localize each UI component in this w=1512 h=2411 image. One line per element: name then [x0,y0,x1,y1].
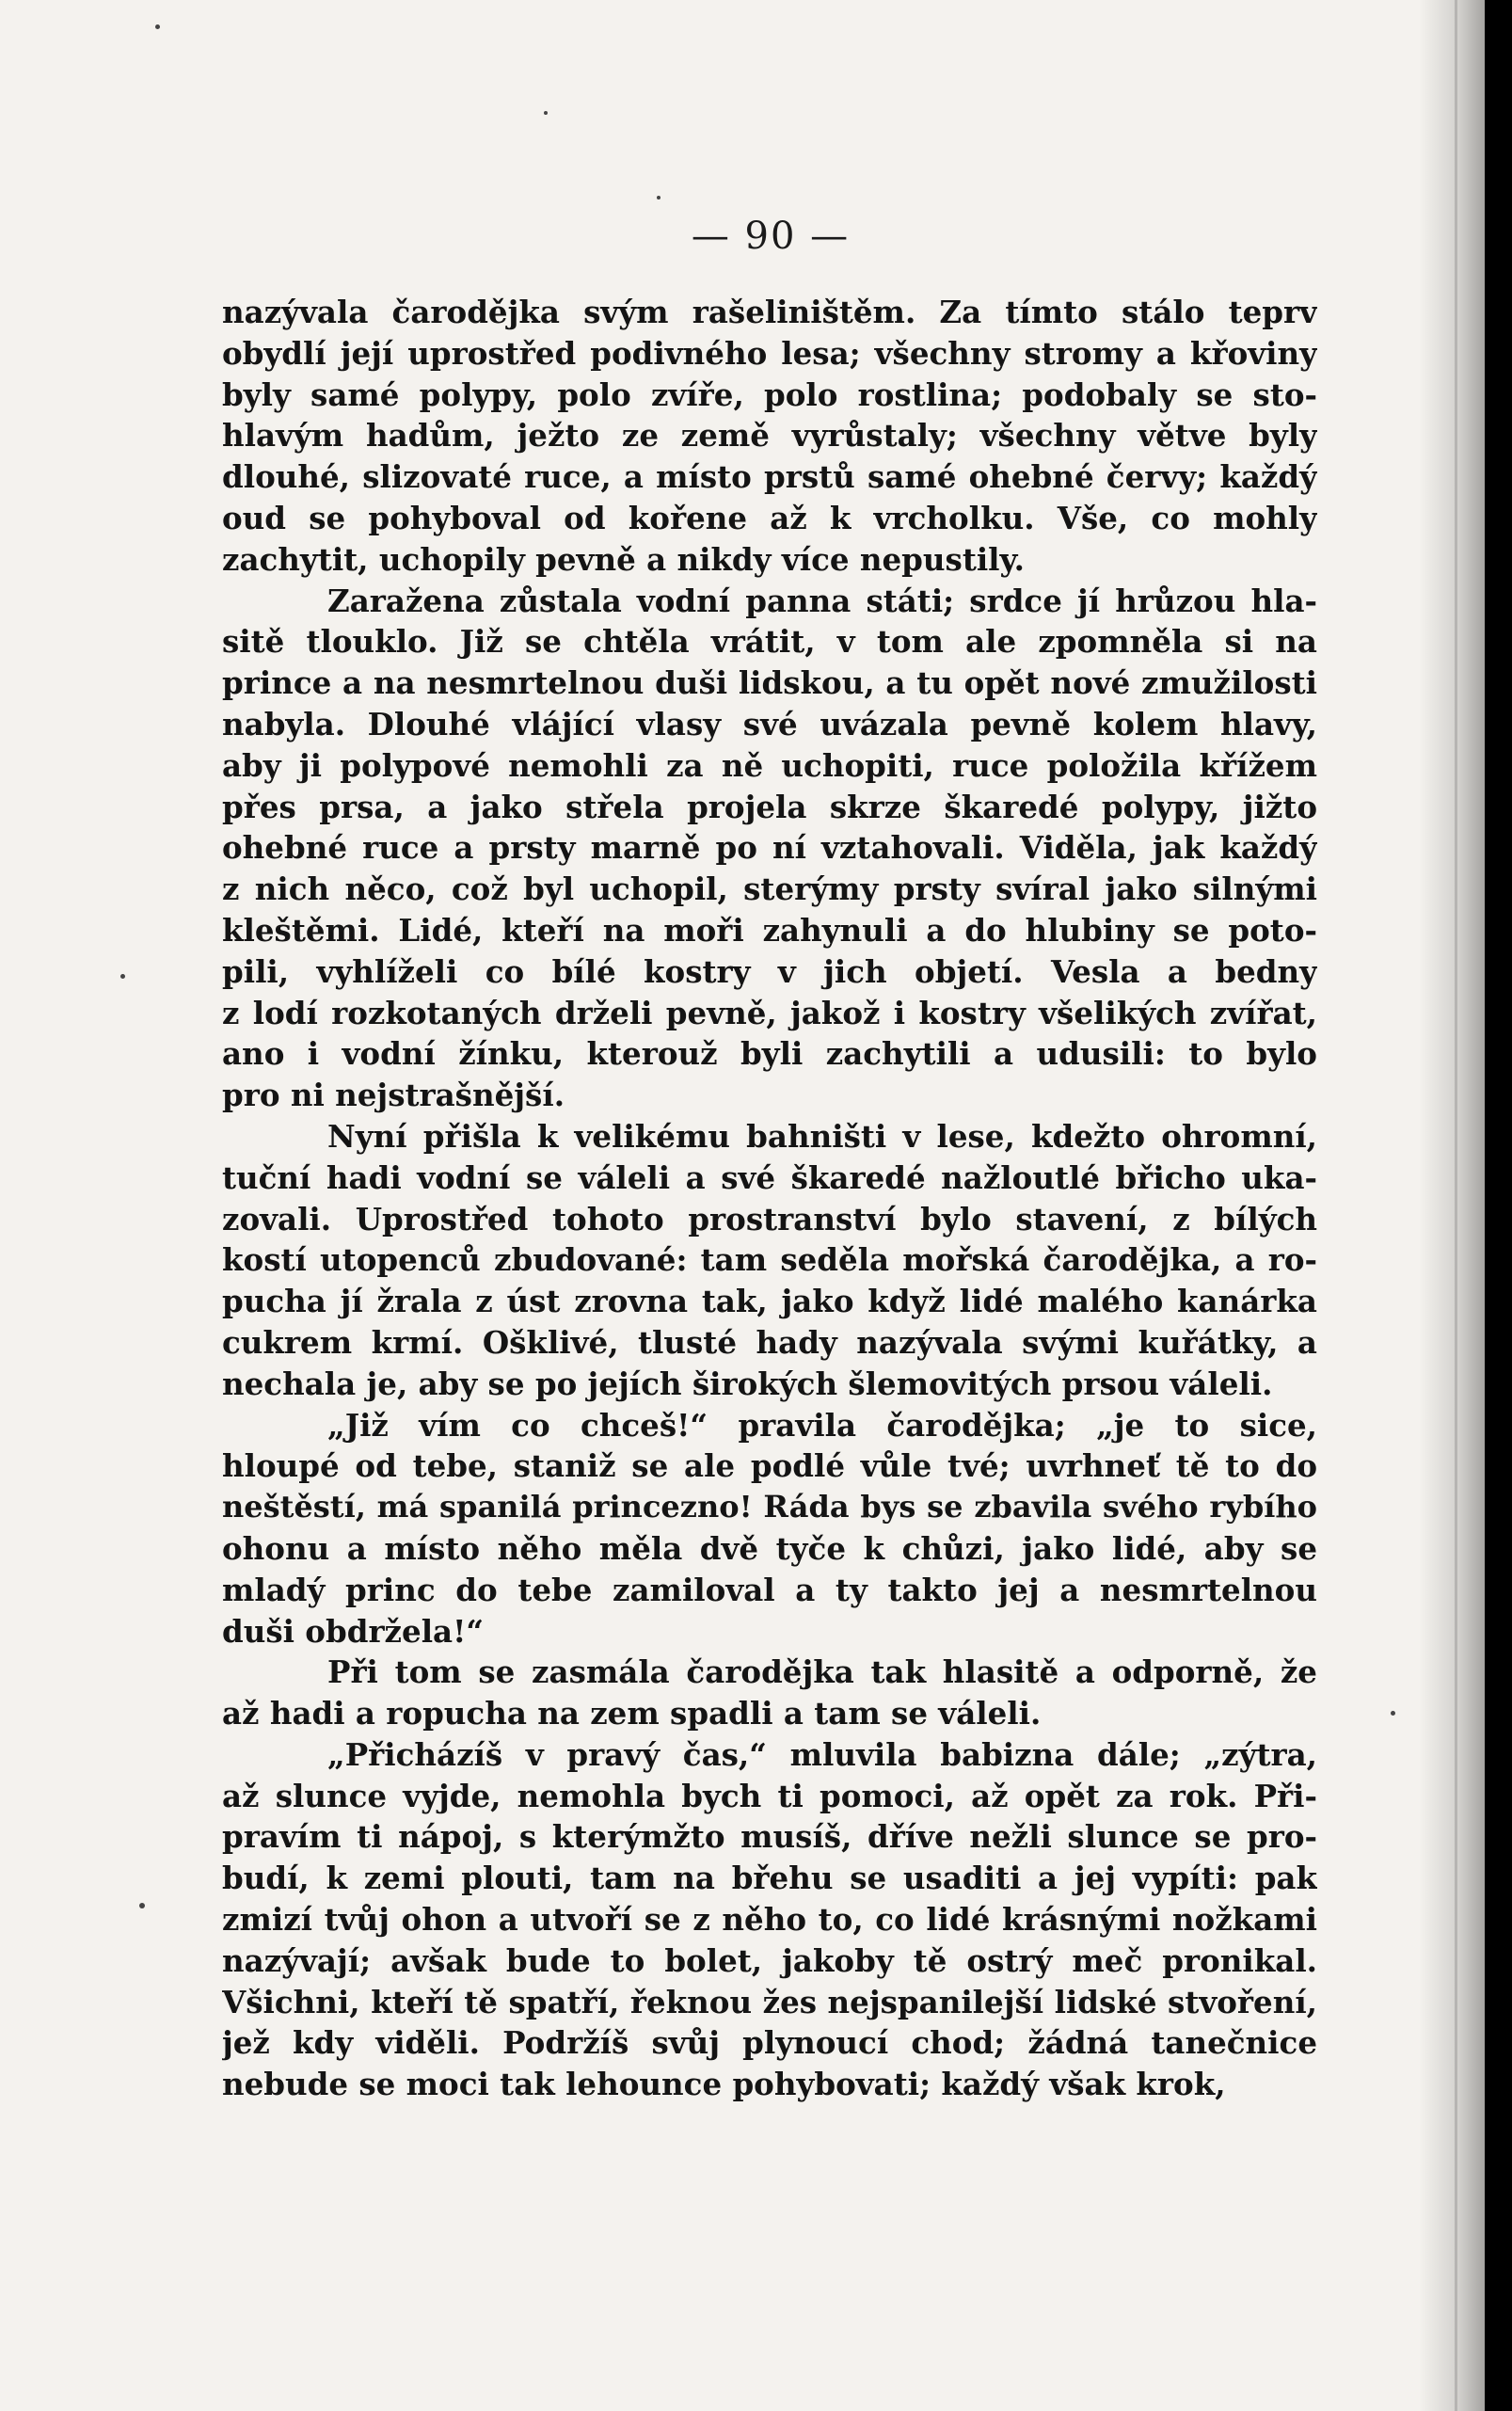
text-line: prince a na nesmrtelnou duši lidskou, a tu opět nové zmužilosti [222,664,1317,702]
text-line: zachytit, uchopily pevně a nikdy více nepustily. [222,540,1025,578]
text-line: hloupé od tebe, staniž se ale podlé vůle tvé; uvrhneť tě to do [222,1447,1317,1485]
scan-speck [139,1903,145,1908]
text-line: Zaražena zůstala vodní panna státi; srdce jí hrůzou hla- [327,582,1317,619]
text-line: duši obdržela!“ [222,1612,485,1650]
text-line: Při tom se zasmála čarodějka tak hlasitě a odporně, že [327,1653,1317,1691]
body-text [222,292,1317,2105]
text-line: pucha jí žrala z úst zrovna tak, jako když lidé malého kanárka [222,1283,1317,1320]
text-line: z lodí rozkotaných drželi pevně, jakož i kostry všelikých zvířat, [222,994,1317,1031]
text-line: jež kdy viděli. Podržíš svůj plynoucí chod; žádná tanečnice [222,2024,1317,2062]
text-line: mladý princ do tebe zamiloval a ty takto jej a nesmrtelnou [222,1571,1317,1608]
text-line: zovali. Uprostřed tohoto prostranství bylo stavení, z bílých [222,1200,1317,1237]
text-line: nebude se moci tak lehounce pohybovati; každý však krok, [222,2066,1226,2103]
paragraph [222,581,1317,1116]
page-number: — 90 — [691,215,851,258]
text-line: pravím ti nápoj, s kterýmžto musíš, dříve nežli slunce se pro- [222,1818,1317,1856]
paragraph [222,292,1317,581]
text-line: aby ji polypové nemohli za ně uchopiti, ruce položila křížem [222,746,1317,784]
scan-speck [155,24,160,29]
scan-speck [657,196,661,200]
text-line: hlavým hadům, ježto ze země vyrůstaly; všechny větve byly [222,417,1317,455]
text-line: ano i vodní žínku, kterouž byli zachytili a udusili: to bylo [222,1035,1317,1073]
text-line: obydlí její uprostřed podivného lesa; všechny stromy a křoviny [222,334,1317,372]
text-line: sitě tlouklo. Již se chtěla vrátit, v tom ale zpomněla si na [222,623,1317,661]
scan-speck [544,111,548,115]
text-line: cukrem krmí. Ošklivé, tlusté hady nazývala svými kuřátky, a [222,1323,1317,1361]
text-line: byly samé polypy, polo zvíře, polo rostlina; podobaly se sto- [222,375,1317,413]
paragraph [222,1734,1317,2105]
text-line: kleštěmi. Lidé, kteří na moři zahynuli a do hlubiny se poto- [222,911,1317,949]
text-line: Nyní přišla k velikému bahništi v lese, kdežto ohromní, [327,1117,1317,1155]
text-line: ohebné ruce a prsty marně po ní vztahovali. Viděla, jak každý [222,829,1317,867]
text-line: neštěstí, má spanilá princezno! Ráda bys se zbavila svého rybího [222,1489,1317,1525]
text-line: přes prsa, a jako střela projela skrze škaredé polypy, jižto [222,788,1317,825]
text-line: „Již vím co chceš!“ pravila čarodějka; „je to sice, [327,1406,1317,1444]
text-line: Všichni, kteří tě spatří, řeknou žes nejspanilejší lidské stvoření, [222,1983,1317,2020]
text-line: pili, vyhlíželi co bílé kostry v jich objetí. Vesla a bedny [222,952,1317,990]
paragraph [222,1116,1317,1405]
text-line: až hadi a ropucha na zem spadli a tam se váleli. [222,1695,1042,1732]
scan-speck [120,974,125,979]
text-line: zmizí tvůj ohon a utvoří se z něho to, co lidé krásnými nožkami [222,1901,1317,1939]
text-line: nabyla. Dlouhé vlájící vlasy své uvázala pevně kolem hlavy, [222,705,1317,742]
paragraph [222,1405,1317,1653]
scan-speck [1391,1711,1395,1716]
text-line: z nich něco, což byl uchopil, sterýmy prsty svíral jako silnými [222,870,1317,908]
text-line: nazývají; avšak bude to bolet, jakoby tě ostrý meč pronikal. [222,1941,1317,1979]
text-line: nechala je, aby se po jejích širokých šlemovitých prsou váleli. [222,1365,1273,1402]
text-line: kostí utopenců zbudované: tam seděla mořská čarodějka, a ro- [222,1241,1317,1279]
text-line: oud se pohyboval od kořene až k vrcholku. Vše, co mohly [222,499,1317,536]
paragraph [222,1652,1317,1734]
text-line: až slunce vyjde, nemohla bych ti pomoci, až opět za rok. Při- [222,1777,1317,1814]
text-line: dlouhé, slizovaté ruce, a místo prstů samé ohebné červy; každý [222,458,1317,496]
page-edge-shadow [1419,0,1485,2411]
text-line: nazývala čarodějka svým rašeliništěm. Za tímto stálo teprv [222,294,1317,330]
text-line: tuční hadi vodní se váleli a své škaredé nažloutlé břicho uka- [222,1158,1317,1196]
text-line: „Přicházíš v pravý čas,“ mluvila babizna dále; „zýtra, [327,1735,1317,1773]
text-line: budí, k zemi plouti, tam na břehu se usaditi a jej vypíti: pak [222,1860,1317,1897]
text-line: ohonu a místo něho měla dvě tyče k chůzi, jako lidé, aby se [222,1529,1317,1567]
text-line: pro ni nejstrašnější. [222,1077,565,1114]
